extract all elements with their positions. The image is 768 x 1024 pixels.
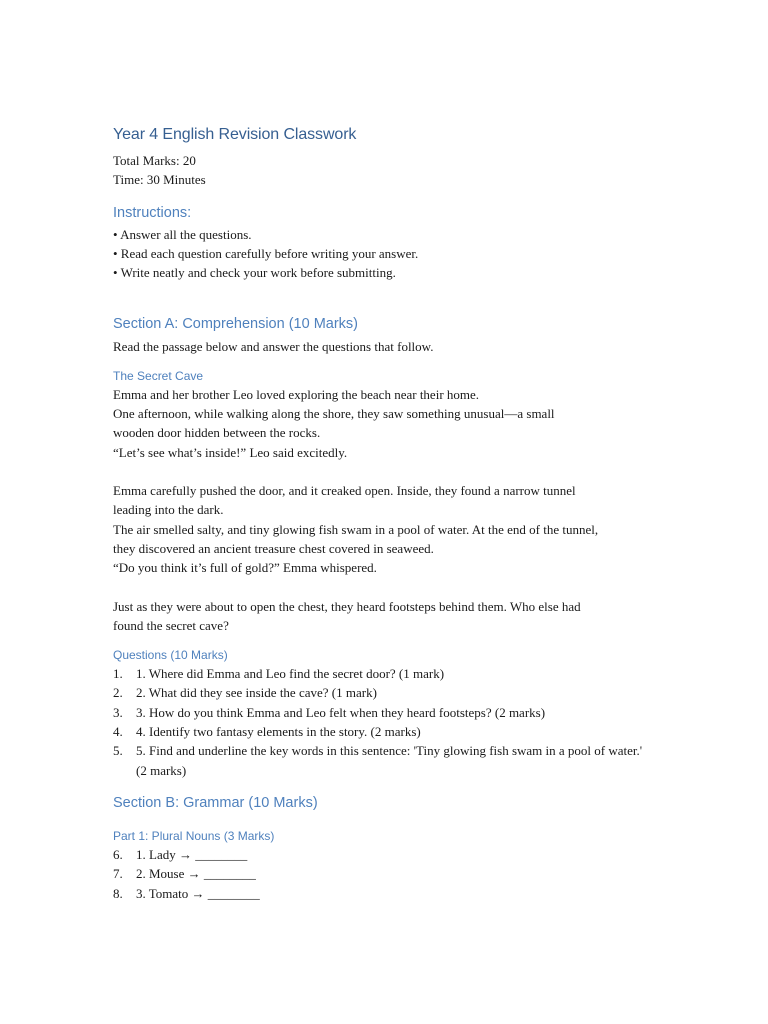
section-a-heading: Section A: Comprehension (10 Marks) xyxy=(113,315,358,332)
section-a-intro: Read the passage below and answer the questions that follow. xyxy=(113,338,434,354)
plural-item xyxy=(113,845,673,864)
story-line: One afternoon, while walking along the shore, they saw something unusual—a small xyxy=(113,406,555,422)
instructions-heading: Instructions: xyxy=(113,204,192,221)
questions-heading: Questions (10 Marks) xyxy=(113,648,228,663)
part-1-heading: Part 1: Plural Nouns (3 Marks) xyxy=(113,828,275,843)
questions-list xyxy=(113,664,673,780)
question-number: 2. xyxy=(113,685,123,701)
question-number: 1. xyxy=(113,666,123,682)
question-item xyxy=(113,683,673,702)
item-number: 7. xyxy=(113,866,123,882)
document-title: Year 4 English Revision Classwork xyxy=(113,126,357,143)
story-line: wooden door hidden between the rocks. xyxy=(113,425,321,441)
item-text: 3. Tomato → ________ xyxy=(136,885,260,901)
story-line: Emma carefully pushed the door, and it creaked open. Inside, they found a narrow tunnel xyxy=(113,483,576,499)
story-paragraph xyxy=(113,481,673,577)
item-number: 8. xyxy=(113,885,123,901)
plural-item xyxy=(113,884,673,903)
instruction-item: • Answer all the questions. xyxy=(113,226,252,242)
instruction-item: • Read each question carefully before writing your answer. xyxy=(113,245,419,261)
document-page xyxy=(113,124,673,903)
question-number: 4. xyxy=(113,724,123,740)
plural-item xyxy=(113,864,673,883)
story-line: “Do you think it’s full of gold?” Emma whispered. xyxy=(113,560,377,576)
total-marks: Total Marks: 20 xyxy=(113,153,196,168)
story-line: Emma and her brother Leo loved exploring the beach near their home. xyxy=(113,386,480,402)
story-line: leading into the dark. xyxy=(113,502,224,518)
question-text: 2. What did they see inside the cave? (1 mark) xyxy=(136,685,377,701)
question-number: 5. xyxy=(113,743,123,759)
question-text: 5. Find and underline the key words in this sentence: 'Tiny glowing fish swam in a pool of water.' (2 marks) xyxy=(136,743,643,778)
story-line: The air smelled salty, and tiny glowing fish swam in a pool of water. At the end of the tunnel, xyxy=(113,521,599,537)
question-item xyxy=(113,741,656,780)
story-title: The Secret Cave xyxy=(113,368,204,383)
story-line: “Let’s see what’s inside!” Leo said excitedly. xyxy=(113,444,348,460)
story-line: Just as they were about to open the chest, they heard footsteps behind them. Who else had xyxy=(113,598,581,614)
story-paragraph xyxy=(113,597,673,636)
story-paragraph xyxy=(113,385,673,462)
instruction-item: • Write neatly and check your work before submitting. xyxy=(113,264,396,280)
question-text: 4. Identify two fantasy elements in the story. (2 marks) xyxy=(136,724,421,740)
question-item xyxy=(113,703,673,722)
section-b-heading: Section B: Grammar (10 Marks) xyxy=(113,794,318,811)
item-text: 2. Mouse → ________ xyxy=(136,866,256,882)
question-item xyxy=(113,722,673,741)
time-limit: Time: 30 Minutes xyxy=(113,172,206,188)
question-text: 1. Where did Emma and Leo find the secret door? (1 mark) xyxy=(136,666,445,682)
plural-nouns-list xyxy=(113,845,673,903)
item-text: 1. Lady → ________ xyxy=(136,846,248,862)
story-line: found the secret cave? xyxy=(113,617,229,633)
question-text: 3. How do you think Emma and Leo felt when they heard footsteps? (2 marks) xyxy=(136,704,546,720)
item-number: 6. xyxy=(113,846,123,862)
question-item xyxy=(113,664,673,683)
story-line: they discovered an ancient treasure chest covered in seaweed. xyxy=(113,540,434,556)
question-number: 3. xyxy=(113,704,123,720)
instructions-list xyxy=(113,225,673,282)
